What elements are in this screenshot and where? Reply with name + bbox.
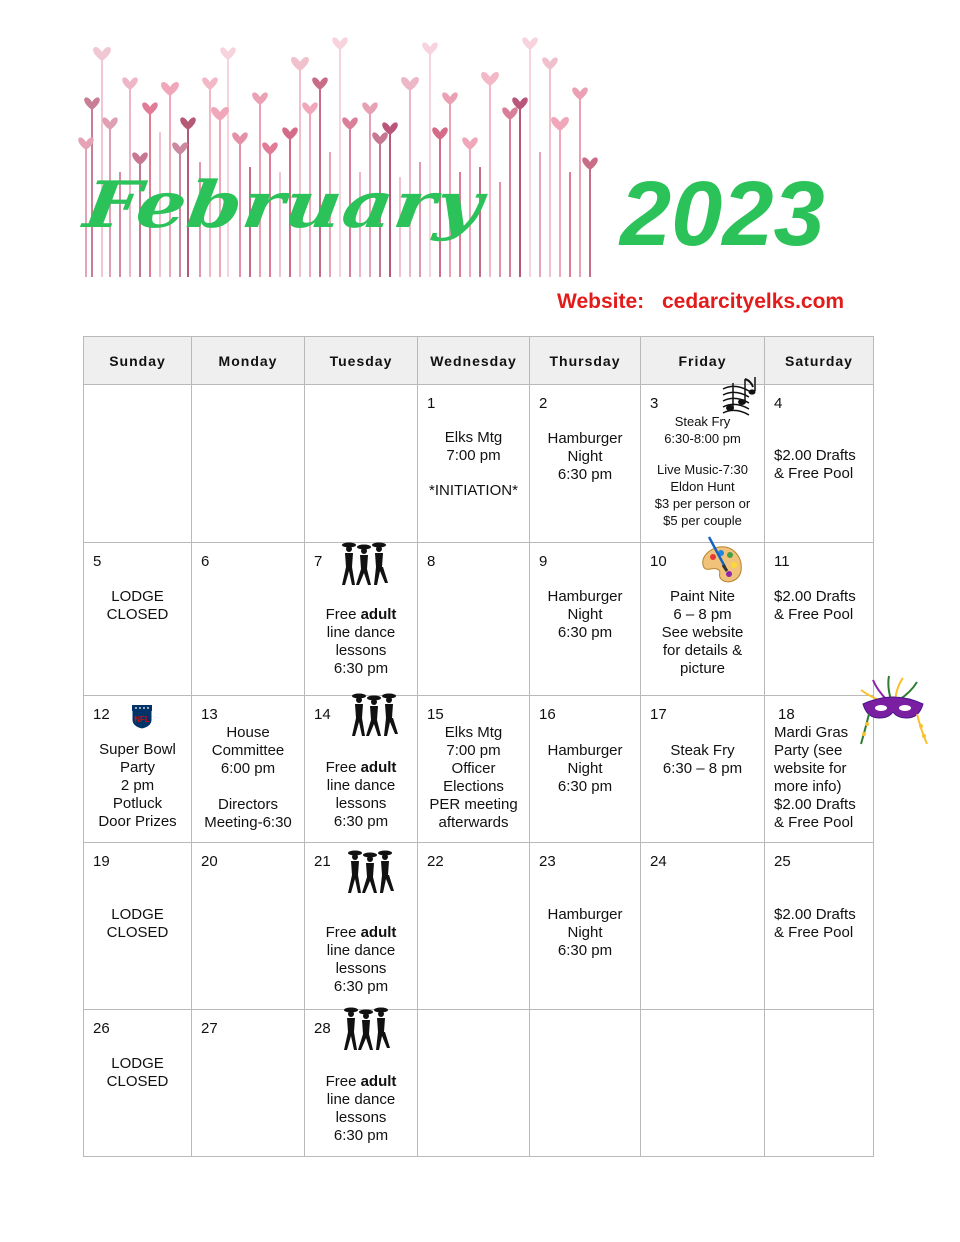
event-word: Free (325, 606, 361, 623)
day-cell-15[interactable] (418, 696, 530, 843)
event-line: $2.00 Drafts (774, 906, 856, 923)
event-line (305, 1073, 417, 1091)
day-cell-23[interactable] (530, 843, 641, 1010)
event-line: 6:30-8:00 pm (664, 431, 741, 446)
day-cell-26[interactable] (84, 1010, 192, 1157)
day-cell-14[interactable] (305, 696, 418, 843)
event-line: lessons (335, 795, 387, 812)
event-line: Hamburger (547, 742, 623, 759)
day-cell-10[interactable] (641, 543, 765, 696)
day-number: 27 (201, 1020, 218, 1037)
day-number: 2 (539, 395, 548, 412)
event-word: Free (325, 924, 361, 941)
event-line: 6:30 pm (557, 466, 613, 483)
day-cell-13[interactable] (192, 696, 305, 843)
day-number: 12 (93, 706, 110, 723)
event-line: Eldon Hunt (670, 479, 735, 494)
day-cell-19[interactable] (84, 843, 192, 1010)
event-line: & Free Pool (774, 606, 854, 623)
event-line: Committee (211, 742, 285, 759)
mardi-gras-mask-icon (855, 674, 929, 752)
event-line: $5 per couple (663, 513, 742, 528)
day-number: 14 (314, 706, 331, 723)
event-line: afterwards (438, 814, 509, 831)
day-cell-empty (418, 1010, 530, 1157)
event-line: 6:00 pm (220, 760, 276, 777)
week-row (84, 385, 874, 543)
event-text (192, 724, 304, 832)
month-title: February (79, 168, 489, 243)
day-number: 18 (778, 706, 795, 723)
event-line: Officer (451, 760, 496, 777)
day-number: 24 (650, 853, 667, 870)
event-line: lessons (335, 642, 387, 659)
event-text (84, 906, 191, 942)
calendar-grid (83, 336, 874, 1157)
event-line: lessons (335, 960, 387, 977)
event-text (305, 606, 417, 678)
event-line: & Free Pool (774, 814, 854, 831)
day-number: 21 (314, 853, 331, 870)
event-line: CLOSED (106, 606, 169, 623)
day-cell-empty (305, 385, 418, 543)
event-line: for details & (662, 642, 743, 659)
day-cell-21[interactable] (305, 843, 418, 1010)
day-number: 7 (314, 553, 323, 570)
day-cell-24[interactable] (641, 843, 765, 1010)
event-line: Super Bowl (99, 741, 176, 758)
event-text (84, 741, 191, 831)
day-cell-6[interactable] (192, 543, 305, 696)
day-cell-25[interactable] (765, 843, 874, 1010)
week-row (84, 843, 874, 1010)
day-number: 28 (314, 1020, 331, 1037)
event-word: Free (325, 759, 361, 776)
event-line: Night (567, 760, 603, 777)
weekday-friday: Friday (641, 337, 765, 385)
day-cell-20[interactable] (192, 843, 305, 1010)
day-cell-17[interactable] (641, 696, 765, 843)
event-line: Party (see (774, 742, 843, 759)
day-number: 11 (774, 553, 790, 570)
nfl-shield-icon (130, 702, 154, 730)
event-line: 6:30 pm (557, 778, 613, 795)
event-line: LODGE (111, 588, 164, 605)
day-cell-2[interactable] (530, 385, 641, 543)
event-line: lessons (335, 1109, 387, 1126)
event-line: House (226, 724, 270, 741)
day-cell-3[interactable] (641, 385, 765, 543)
event-line: Party (119, 759, 155, 776)
line-dancers-icon (339, 1004, 395, 1056)
week-row (84, 696, 874, 843)
day-cell-empty (765, 1010, 874, 1157)
weekday-monday: Monday (192, 337, 305, 385)
event-text (305, 759, 417, 831)
event-line: line dance (326, 777, 396, 794)
event-line: Night (567, 606, 603, 623)
day-cell-empty (192, 385, 305, 543)
event-line: Elks Mtg (444, 724, 503, 741)
event-line: $2.00 Drafts (774, 588, 856, 605)
paint-palette-icon (699, 535, 745, 587)
event-line: Directors (217, 796, 278, 813)
event-text (418, 429, 529, 500)
event-line: & Free Pool (774, 924, 854, 941)
event-line: Steak Fry (670, 742, 735, 759)
event-line: line dance (326, 1091, 396, 1108)
event-text (641, 742, 764, 778)
event-line: line dance (326, 942, 396, 959)
event-line: CLOSED (106, 924, 169, 941)
event-line: 6:30 pm (557, 942, 613, 959)
event-line: See website (661, 624, 744, 641)
day-cell-empty (641, 1010, 765, 1157)
event-line: 6:30 – 8 pm (662, 760, 743, 777)
day-cell-empty (530, 1010, 641, 1157)
day-number: 15 (427, 706, 444, 723)
day-cell-empty (84, 385, 192, 543)
event-line: LODGE (111, 906, 164, 923)
day-number: 22 (427, 853, 444, 870)
event-line (305, 606, 417, 624)
event-line: $2.00 Drafts (774, 447, 856, 464)
day-cell-16[interactable] (530, 696, 641, 843)
event-line: 6:30 pm (333, 813, 389, 830)
event-text (305, 924, 417, 996)
event-line: 6:30 pm (333, 660, 389, 677)
event-line: 6:30 pm (333, 1127, 389, 1144)
event-text (530, 588, 640, 642)
event-word-bold: adult (360, 606, 397, 623)
day-number: 19 (93, 853, 110, 870)
event-line: 6 – 8 pm (673, 606, 732, 623)
day-cell-28[interactable] (305, 1010, 418, 1157)
event-word-bold: adult (360, 1073, 397, 1090)
day-number: 5 (93, 553, 102, 570)
event-line: Paint Nite (669, 588, 736, 605)
weekday-sunday: Sunday (84, 337, 192, 385)
day-number: 26 (93, 1020, 110, 1037)
weekday-wednesday: Wednesday (418, 337, 530, 385)
event-line: Hamburger (547, 430, 623, 447)
event-line: 7:00 pm (446, 447, 501, 464)
day-number: 16 (539, 706, 556, 723)
event-text (774, 447, 871, 483)
event-line: & Free Pool (774, 465, 854, 482)
day-number: 6 (201, 553, 210, 570)
day-cell-4[interactable] (765, 385, 874, 543)
event-word: Free (325, 1073, 361, 1090)
event-line: Mardi Gras (774, 724, 849, 741)
event-line: Meeting-6:30 (204, 814, 292, 831)
weekday-thursday: Thursday (530, 337, 641, 385)
event-word-bold: adult (360, 924, 397, 941)
week-row (84, 543, 874, 696)
event-line: website for (774, 760, 847, 777)
event-text (774, 588, 871, 624)
event-line: Night (567, 448, 603, 465)
day-cell-8[interactable] (418, 543, 530, 696)
day-number: 20 (201, 853, 218, 870)
day-number: 13 (201, 706, 218, 723)
website-label: Website: (557, 290, 645, 313)
event-line: Live Music-7:30 (656, 462, 749, 477)
event-line: Elks Mtg (444, 429, 503, 446)
day-cell-1[interactable] (418, 385, 530, 543)
event-text (641, 413, 764, 529)
line-dancers-icon (343, 847, 399, 899)
day-cell-12[interactable] (84, 696, 192, 843)
day-cell-5[interactable] (84, 543, 192, 696)
event-line: Night (567, 924, 603, 941)
week-row (84, 1010, 874, 1157)
event-line: picture (679, 660, 726, 677)
day-number: 17 (650, 706, 667, 723)
day-number: 23 (539, 853, 556, 870)
event-text (418, 724, 529, 832)
line-dancers-icon (347, 690, 403, 742)
day-number: 4 (774, 395, 783, 412)
website-link[interactable]: cedarcityelks.com (661, 290, 845, 313)
event-line: 6:30 pm (557, 624, 613, 641)
event-line: Hamburger (547, 906, 623, 923)
nfl-logo-text: NFL (134, 715, 150, 724)
year-title: 2023 (620, 163, 825, 265)
weekday-tuesday: Tuesday (305, 337, 418, 385)
event-line: Door Prizes (98, 813, 177, 830)
event-word-bold: adult (360, 759, 397, 776)
event-text (774, 906, 871, 942)
event-line: more info) (774, 778, 842, 795)
event-line: $3 per person or (654, 496, 751, 511)
event-text (305, 1073, 417, 1145)
weekday-saturday: Saturday (765, 337, 874, 385)
event-text (84, 1055, 191, 1091)
event-line: PER meeting (429, 796, 518, 813)
day-number: 10 (650, 553, 667, 570)
day-cell-22[interactable] (418, 843, 530, 1010)
event-line: 7:00 pm (446, 742, 501, 759)
event-line (305, 759, 417, 777)
day-cell-9[interactable] (530, 543, 641, 696)
website-line (557, 290, 844, 314)
event-line: Steak Fry (674, 414, 731, 429)
event-line: *INITIATION* (429, 482, 518, 499)
event-text (530, 430, 640, 484)
day-cell-7[interactable] (305, 543, 418, 696)
line-dancers-icon (337, 539, 393, 591)
day-cell-27[interactable] (192, 1010, 305, 1157)
day-number: 25 (774, 853, 791, 870)
event-line: line dance (326, 624, 396, 641)
event-text (530, 906, 640, 960)
event-line: 2 pm (120, 777, 155, 794)
event-text (84, 588, 191, 624)
event-line: Elections (443, 778, 504, 795)
event-line: Potluck (112, 795, 163, 812)
event-line (305, 924, 417, 942)
day-number: 3 (650, 395, 659, 412)
event-line: 6:30 pm (333, 978, 389, 995)
event-line: Hamburger (547, 588, 623, 605)
day-number: 9 (539, 553, 548, 570)
event-text (530, 742, 640, 796)
day-number: 1 (427, 395, 436, 412)
event-line: LODGE (111, 1055, 164, 1072)
event-line: $2.00 Drafts (774, 796, 856, 813)
event-text (641, 588, 764, 678)
day-number: 8 (427, 553, 436, 570)
day-cell-11[interactable] (765, 543, 874, 696)
event-line: CLOSED (106, 1073, 169, 1090)
